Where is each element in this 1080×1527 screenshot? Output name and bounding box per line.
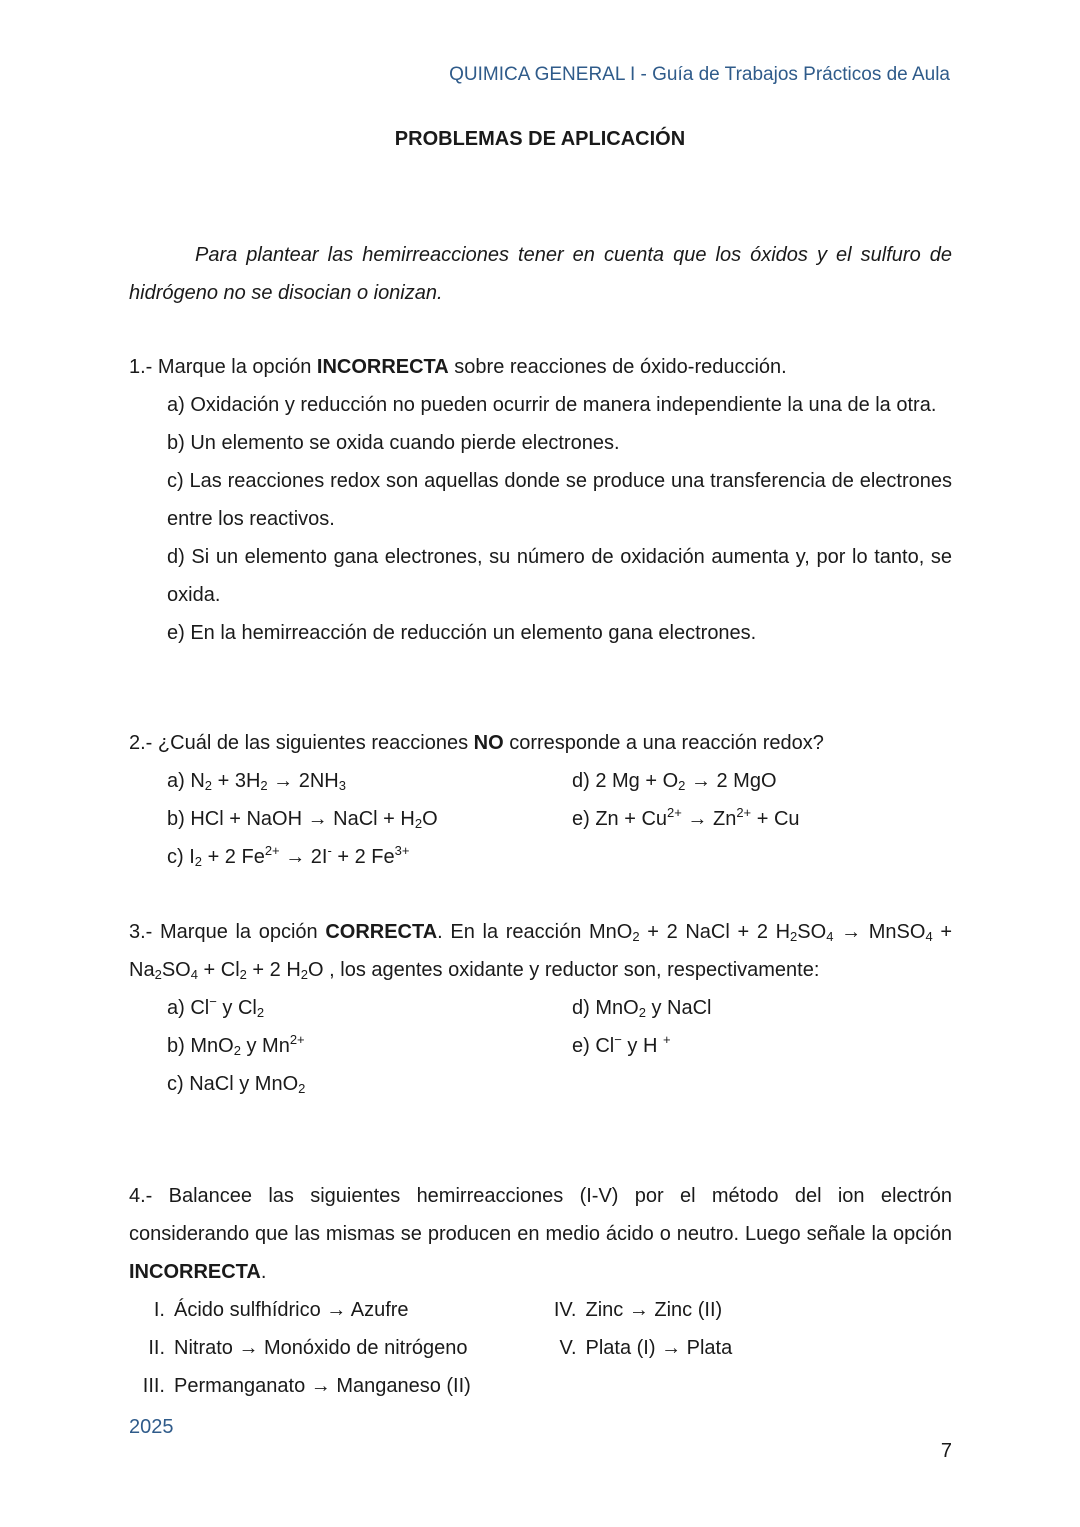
question-4-stem: 4.- Balancee las siguientes hemirreacciones (I-V) por el método del ion electrón considerando que las mismas se producen en medio ácido o neutro. Luego señale la opción INCORRECTA. (129, 1185, 952, 1283)
question-3 (129, 913, 952, 1103)
question-1-option-d: d) Si un elemento gana electrones, su número de oxidación aumenta y, por lo tanto, se oxida. (167, 546, 952, 606)
question-3-option-b: b) MnO$_2$ y $Mn^{2+}$ (167, 1032, 305, 1058)
question-4-item-i: I. Ácido sulfhídrico → Azufre (153, 1299, 409, 1321)
question-3-option-a: a) Cl− y $Cl_2$ (167, 994, 265, 1020)
question-3-option-e: e) Cl− y H + (572, 1032, 671, 1057)
footer-year: 2025 (129, 1416, 174, 1438)
question-4-item-v: V. Plata (I) → Plata (559, 1337, 733, 1359)
question-3-option-d: d) MnO$_2$ y NaCl (572, 997, 712, 1020)
question-4-item-iv: IV. Zinc → Zinc (II) (553, 1299, 723, 1321)
question-1 (129, 348, 952, 652)
question-1-option-c: c) Las reacciones redox son aquellas donde se produce una transferencia de electrones entre los reactivos. (167, 470, 952, 530)
question-1-option-a: a) Oxidación y reducción no pueden ocurrir de manera independiente la una de la otra. (167, 394, 937, 416)
question-2-option-e: e) $Zn + Cu^{2+} \to Zn^{2+} + Cu$ (572, 805, 800, 830)
running-header: QUIMICA GENERAL I - Guía de Trabajos Prácticos de Aula (449, 64, 950, 85)
question-4 (129, 1177, 952, 1405)
question-2-option-d: d) 2 $Mg + O_2 \to 2$ MgO (572, 770, 777, 793)
section-title: PROBLEMAS DE APLICACIÓN (394, 128, 686, 150)
question-1-option-b: b) Un elemento se oxida cuando pierde electrones. (167, 432, 620, 454)
intro-paragraph (129, 236, 952, 312)
question-2-option-a: a) $N_2 + 3H_2 \to 2NH_3$ (167, 770, 346, 793)
question-3-stem: 3.- Marque la opción CORRECTA. En la reacción MnO$_2$ + 2 NaCl + 2 $H_2SO_4$ → MnSO$_4$ + $Na_2SO_4 + Cl_2 + 2$ $H_2O$ , los agentes oxidante y reductor son, respectivamente: (129, 921, 953, 982)
intro-text: Para plantear las hemirreacciones tener en cuenta que los óxidos y el sulfuro de hidrógeno no se disocian o ionizan. (129, 244, 952, 304)
question-1-option-e: e) En la hemirreacción de reducción un elemento gana electrones. (167, 622, 757, 644)
question-4-item-iii: III. Permanganato → Manganeso (II) (142, 1375, 471, 1397)
question-2-option-c: c) $I_2 + 2$ $Fe^{2+} \to 2I^- + 2$ $Fe^{3+}$ (167, 843, 410, 869)
question-4-item-ii: II. Nitrato → Monóxido de nitrógeno (148, 1337, 468, 1359)
question-2-option-b: b) HCl + NaOH → NaCl + $H_2O$ (167, 808, 438, 831)
question-2-stem: 2.- ¿Cuál de las siguientes reacciones NO corresponde a una reacción redox? (129, 732, 824, 754)
question-1-stem: 1.- Marque la opción INCORRECTA sobre reacciones de óxido-reducción. (129, 356, 787, 378)
page-number: 7 (940, 1440, 952, 1462)
question-2 (129, 724, 952, 876)
question-3-option-c: c) NaCl y MnO$_2$ (167, 1073, 306, 1096)
